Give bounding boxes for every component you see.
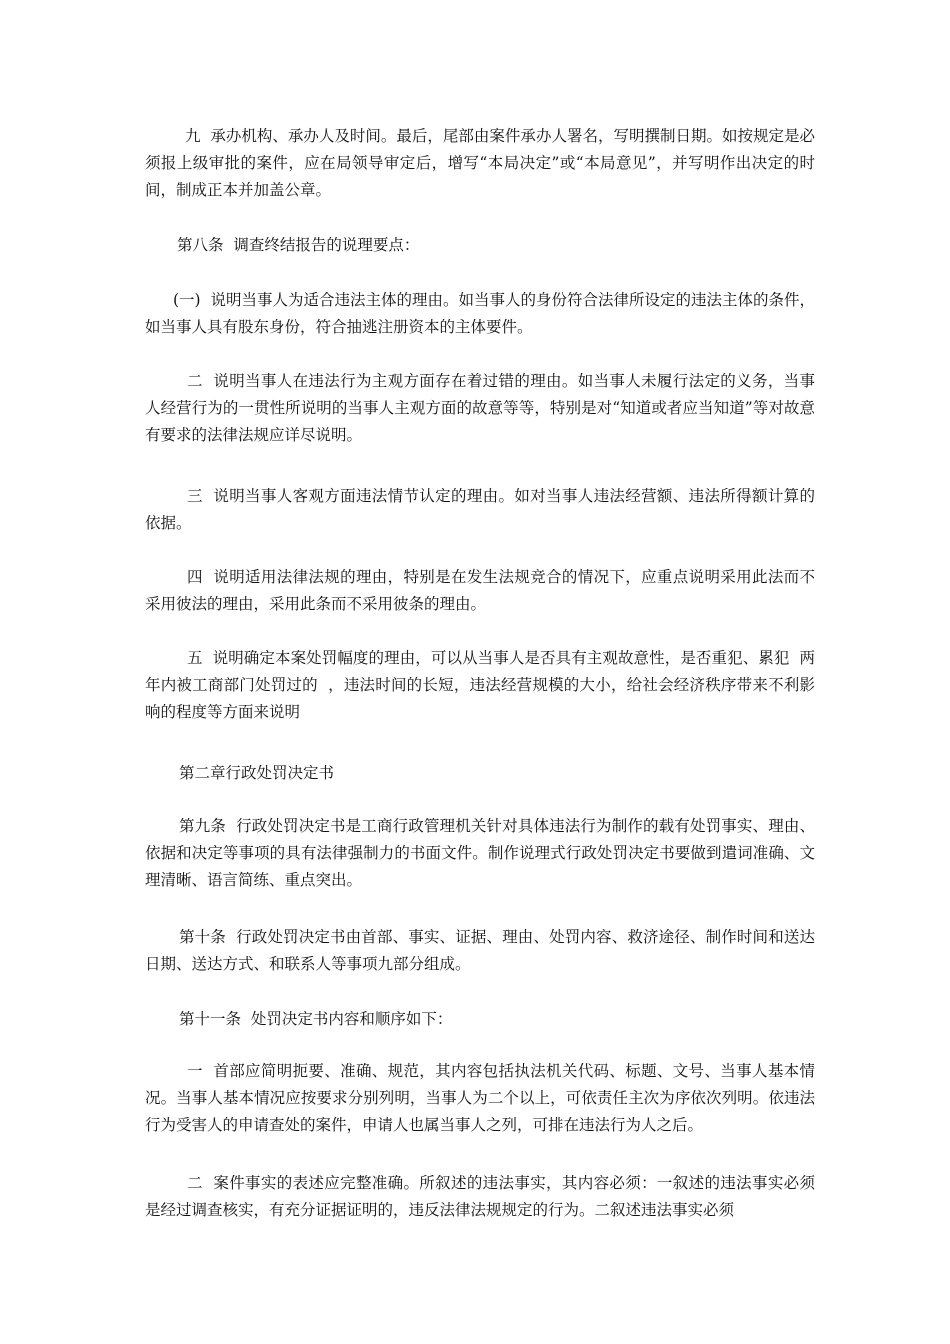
article-11-point-1: 一 首部应简明扼要、准确、规范，其内容包括执法机关代码、标题、文号、当事人基本情况。当事人基本情况应按要求分别列明，当事人为二个以上，可依责任主次为序依次列明。依违法行为受害人的申请查处的案件，申请人也属当事人之列，可排在违法行为人之后。 (145, 1062, 815, 1134)
article-10-paragraph: 第十条 行政处罚决定书由首部、事实、证据、理由、处罚内容、救济途径、制作时间和送达日期、送达方式、和联系人等事项九部分组成。 (145, 928, 815, 973)
article-9-paragraph: 第九条 行政处罚决定书是工商行政管理机关针对具体违法行为制作的载有处罚事实、理由、依据和决定等事项的具有法律强制力的书面文件。制作说理式行政处罚决定书要做到遣词准确、文理清晰、语言简练、重点突出。 (145, 817, 815, 889)
paragraph-point-3: 三 说明当事人客观方面违法情节认定的理由。如对当事人违法经营额、违法所得额计算的依据。 (145, 487, 815, 532)
chapter-2-heading: 第二章行政处罚决定书 (179, 764, 335, 782)
article-8-heading: 第八条 调查终结报告的说理要点： (177, 236, 420, 254)
paragraph-point-4: 四 说明适用法律法规的理由，特别是在发生法规竞合的情况下，应重点说明采用此法而不采用彼法的理由，采用此条而不采用彼条的理由。 (145, 568, 815, 613)
paragraph-item-9-signing: 九 承办机构、承办人及时间。最后，尾部由案件承办人署名，写明撰制日期。如按规定是必须报上级审批的案件，应在局领导审定后，增写“本局决定”或“本局意见”，并写明作出决定的时间，制成正本并加盖公章。 (145, 127, 815, 199)
paragraph-point-2: 二 说明当事人在违法行为主观方面存在着过错的理由。如当事人未履行法定的义务，当事人经营行为的一贯性所说明的当事人主观方面的故意等等，特别是对“知道或者应当知道”等对故意有要求的法律法规应详尽说明。 (145, 372, 815, 444)
paragraph-point-1: (一) 说明当事人为适合违法主体的理由。如当事人的身份符合法律所设定的违法主体的条件，如当事人具有股东身份，符合抽逃注册资本的主体要件。 (145, 291, 815, 336)
article-11-heading: 第十一条 处罚决定书内容和顺序如下： (179, 1010, 453, 1028)
article-11-point-2: 二 案件事实的表述应完整准确。所叙述的违法事实，其内容必须：一叙述的违法事实必须是经过调查核实，有充分证据证明的，违反法律法规规定的行为。二叙述违法事实必须 (145, 1174, 815, 1219)
paragraph-point-5: 五 说明确定本案处罚幅度的理由，可以从当事人是否具有主观故意性，是否重犯、累犯 两年内被工商部门处罚过的 ，违法时间的长短，违法经营规模的大小，给社会经济秩序带来不利影响的程度等方面来说明 (145, 649, 815, 721)
